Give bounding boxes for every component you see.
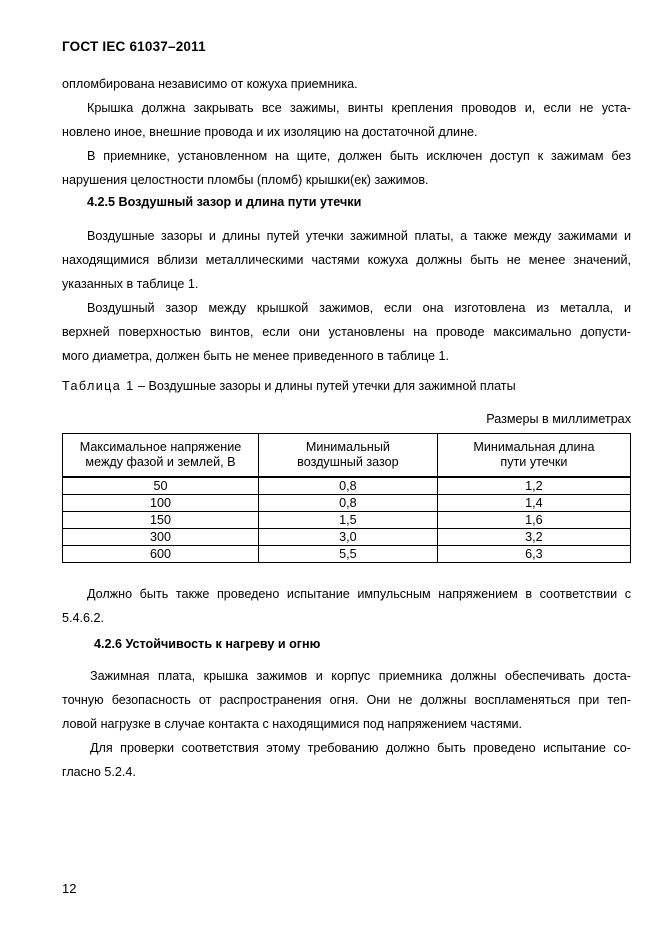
text-line: В приемнике, установленном на щите, должен быть исключен доступ к зажимам без: [87, 149, 631, 163]
cell-voltage: 50: [63, 477, 259, 495]
paragraph-panel: [62, 144, 631, 192]
table-caption-label: Таблица 1: [62, 379, 135, 393]
cell-voltage: 150: [63, 512, 259, 529]
table-units-note: Размеры в миллиметрах: [486, 412, 631, 426]
table-row: [63, 529, 631, 546]
text-line: Зажимная плата, крышка зажимов и корпус приемника должны обеспечивать доста-: [90, 669, 631, 683]
cell-clearance: 0,8: [258, 495, 437, 512]
header-line: между фазой и землей, В: [85, 455, 236, 469]
table-caption: [62, 379, 516, 393]
header-line: пути утечки: [500, 455, 568, 469]
clearance-table: [62, 433, 631, 563]
table-caption-text: – Воздушные зазоры и длины путей утечки для зажимной платы: [137, 379, 516, 393]
text-line: нарушения целостности пломбы (пломб) крышки(ек) зажимов.: [62, 173, 429, 187]
text-line: находящимися вблизи металлическими частями кожуха должны быть не менее значений,: [62, 253, 631, 267]
cell-voltage: 300: [63, 529, 259, 546]
table-row: [63, 512, 631, 529]
cell-creepage: 6,3: [437, 546, 630, 563]
paragraph-impulse-test: [62, 582, 631, 630]
table-row: [63, 495, 631, 512]
section-heading-4-2-5: 4.2.5 Воздушный зазор и длина пути утечки: [87, 195, 362, 209]
paragraph-clearances: [62, 224, 631, 296]
cell-clearance: 1,5: [258, 512, 437, 529]
text-line: Должно быть также проведено испытание импульсным напряжением в соответствии с: [87, 587, 631, 601]
paragraph-cover: [62, 96, 631, 144]
paragraph-fire-resistance: [62, 664, 631, 736]
text-line: гласно 5.2.4.: [62, 765, 136, 779]
text-line: указанных в таблице 1.: [62, 277, 199, 291]
header-line: Минимальная длина: [473, 440, 595, 454]
table-row: [63, 546, 631, 563]
column-header-voltage: [63, 434, 259, 478]
text-line: новлено иное, внешние провода и их изоляцию на достаточной длине.: [62, 125, 478, 139]
page-number: 12: [62, 881, 77, 896]
text-line: ловой нагрузке в случае контакта с находящимися под напряжением частями.: [62, 717, 523, 731]
paragraph-seal: [62, 72, 631, 96]
table-header-row: [63, 434, 631, 478]
column-header-creepage: [437, 434, 630, 478]
document-header: ГОСТ IEC 61037–2011: [62, 39, 206, 54]
text-line: мого диаметра, должен быть не менее приведенного в таблице 1.: [62, 349, 450, 363]
cell-voltage: 100: [63, 495, 259, 512]
cell-voltage: 600: [63, 546, 259, 563]
text-line: опломбирована независимо от кожуха приемника.: [62, 77, 358, 91]
table-row: [63, 477, 631, 495]
text-line: верхней поверхностью винтов, если они установлены на проводе максимально допусти-: [62, 325, 631, 339]
cell-clearance: 5,5: [258, 546, 437, 563]
text-line: Воздушные зазоры и длины путей утечки зажимной платы, а также между зажимами и: [87, 229, 631, 243]
paragraph-cover-clearance: [62, 296, 631, 368]
text-line: Воздушный зазор между крышкой зажимов, если она изготовлена из металла, и: [87, 301, 631, 315]
column-header-clearance: [258, 434, 437, 478]
header-line: Минимальный: [305, 440, 390, 454]
cell-creepage: 3,2: [437, 529, 630, 546]
section-heading-4-2-6: 4.2.6 Устойчивость к нагреву и огню: [94, 637, 321, 651]
text-line: 5.4.6.2.: [62, 611, 105, 625]
cell-creepage: 1,6: [437, 512, 630, 529]
cell-clearance: 3,0: [258, 529, 437, 546]
cell-creepage: 1,4: [437, 495, 630, 512]
header-line: воздушный зазор: [297, 455, 399, 469]
text-line: Для проверки соответствия этому требованию должно быть проведено испытание со-: [90, 741, 631, 755]
text-line: точную безопасность от распространения огня. Они не должны воспламеняться при теп-: [62, 693, 631, 707]
paragraph-compliance-test: [62, 736, 631, 784]
cell-clearance: 0,8: [258, 477, 437, 495]
cell-creepage: 1,2: [437, 477, 630, 495]
header-line: Максимальное напряжение: [79, 440, 242, 454]
text-line: Крышка должна закрывать все зажимы, винты крепления проводов и, если не уста-: [87, 101, 631, 115]
